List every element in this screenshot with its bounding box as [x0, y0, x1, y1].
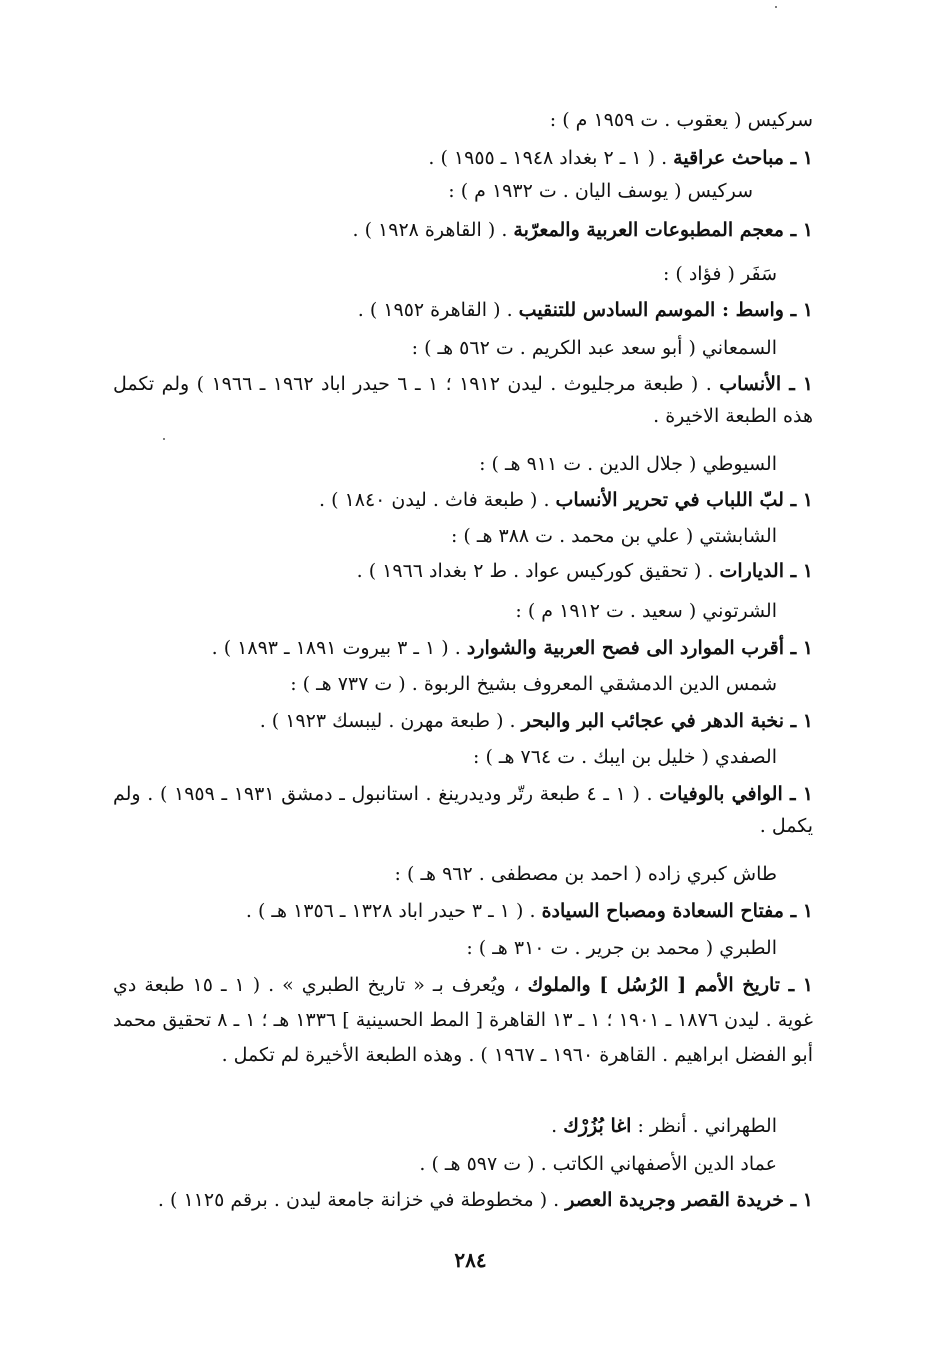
- bibliography-entry: ١ ـ لبّ اللباب في تحرير الأنساب . ( طبعة فاث . ليدن ١٨٤٠ ) .: [319, 489, 813, 511]
- author-heading: الشابشتي ( علي بن محمد . ت ٣٨٨ هـ ) :: [450, 525, 777, 547]
- entry-title: ١ ـ خريدة القصر وجريدة العصر: [565, 1189, 813, 1211]
- entry-title: ١ ـ أقرب الموارد الى فصح العربية والشوارد: [466, 637, 813, 659]
- bibliography-entry: ١ ـ نخبة الدهر في عجائب البر والبحر . ( طبعة مهرن . ليبسك ١٩٢٣ ) .: [259, 710, 813, 732]
- entry-title: ١ ـ الديارات: [719, 560, 813, 582]
- entry-title: ١ ـ لبّ اللباب في تحرير الأنساب: [555, 489, 813, 511]
- entry-title: ١ ـ نخبة الدهر في عجائب البر والبحر: [521, 710, 813, 732]
- scan-speck: [163, 438, 165, 440]
- page-number: ٢٨٤: [454, 1248, 487, 1272]
- author-heading: سركيس ( يعقوب . ت ١٩٥٩ م ) :: [549, 109, 813, 131]
- bibliography-entry: ١ ـ واسط : الموسم السادس للتنقيب . ( القاهرة ١٩٥٢ ) .: [357, 299, 813, 321]
- author-heading: الطهراني . أنظر : اغا بُزُرْك .: [551, 1115, 777, 1137]
- scan-speck: [775, 6, 777, 8]
- entry-title: ١ ـ مباحث عراقية: [673, 147, 813, 169]
- cross-reference: اغا بُزُرْك: [563, 1115, 632, 1137]
- author-heading: السمعاني ( أبو سعد عبد الكريم . ت ٥٦٢ هـ ) :: [411, 337, 777, 359]
- author-heading: السيوطي ( جلال الدين . ت ٩١١ هـ ) :: [479, 453, 777, 475]
- bibliography-entry: ١ ـ مباحث عراقية . ( ١ ـ ٢ بغداد ١٩٤٨ ـ ١٩٥٥ ) .: [428, 147, 813, 169]
- bibliography-entry: ١ ـ خريدة القصر وجريدة العصر . ( مخطوطة في خزانة جامعة ليدن . برقم ١١٢٥ ) .: [157, 1189, 813, 1211]
- bibliography-entry: ١ ـ تاريخ الأمم [ الرُسُل ] والملوك ، ويُعرف بـ « تاريخ الطبري » . ( ١ ـ ١٥ طبعة دي غوية . ليدن ١٨٧٦ ـ ١٩٠١ ؛ ١ ـ ١٣ القاهرة [ المط الحسينية ] ١٣٣٦ هـ ؛ ١ ـ ٨ تحقيق محمد أبو الفضل ابراهيم . القاهرة ١٩٦٠ ـ ١٩٦٧ ) . وهذه الطبعة الأخيرة لم تكمل .: [113, 974, 813, 1066]
- author-heading: الطبري ( محمد بن جرير . ت ٣١٠ هـ ) :: [466, 937, 777, 959]
- author-heading: الشرتوني ( سعيد . ت ١٩١٢ م ) :: [515, 600, 777, 622]
- entry-title: ١ ـ الوافي بالوفيات: [659, 783, 813, 805]
- entry-title: ١ ـ معجم المطبوعات العربية والمعرّبة: [513, 219, 813, 241]
- author-heading: شمس الدين الدمشقي المعروف بشيخ الربوة . ( ت ٧٣٧ هـ ) :: [290, 673, 777, 695]
- entry-title: ١ ـ الأنساب: [719, 373, 814, 395]
- author-heading: سركيس ( يوسف اليان . ت ١٩٣٢ م ) :: [448, 180, 753, 202]
- entry-title: ١ ـ واسط : الموسم السادس للتنقيب: [518, 299, 813, 321]
- bibliography-entry: ١ ـ أقرب الموارد الى فصح العربية والشوارد . ( ١ ـ ٣ بيروت ١٨٩١ ـ ١٨٩٣ ) .: [211, 637, 813, 659]
- bibliography-entry: ١ ـ الأنساب . ( طبعة مرجليوث . ليدن ١٩١٢ ؛ ١ ـ ٦ حيدر اباد ١٩٦٢ ـ ١٩٦٦ ) ولم تكمل هذه الطبعة الاخيرة .: [113, 373, 814, 427]
- entry-title: ١ ـ تاريخ الأمم [ الرُسُل ] والملوك: [527, 974, 813, 996]
- author-heading: سَفَر ( فؤاد ) :: [662, 263, 777, 285]
- bibliography-entry: ١ ـ معجم المطبوعات العربية والمعرّبة . ( القاهرة ١٩٢٨ ) .: [352, 219, 813, 241]
- bibliography-entry: ١ ـ الديارات . ( تحقيق كوركيس عواد . ط ٢ بغداد ١٩٦٦ ) .: [356, 560, 813, 582]
- bibliography-entry: ١ ـ مفتاح السعادة ومصباح السيادة . ( ١ ـ ٣ حيدر اباد ١٣٢٨ ـ ١٣٥٦ هـ ) .: [245, 900, 813, 922]
- author-heading: عماد الدين الأصفهاني الكاتب . ( ت ٥٩٧ هـ ) .: [419, 1153, 777, 1175]
- author-heading: طاش كبري زاده ( احمد بن مصطفى . ٩٦٢ هـ ) :: [394, 863, 777, 885]
- author-heading: الصفدي ( خليل بن ايبك . ت ٧٦٤ هـ ) :: [473, 746, 777, 768]
- bibliography-entry: ١ ـ الوافي بالوفيات . ( ١ ـ ٤ طبعة رتّر وديدرينغ . استانبول ـ دمشق ١٩٣١ ـ ١٩٥٩ ) . ولم يكمل .: [113, 783, 813, 837]
- entry-title: ١ ـ مفتاح السعادة ومصباح السيادة: [541, 900, 813, 922]
